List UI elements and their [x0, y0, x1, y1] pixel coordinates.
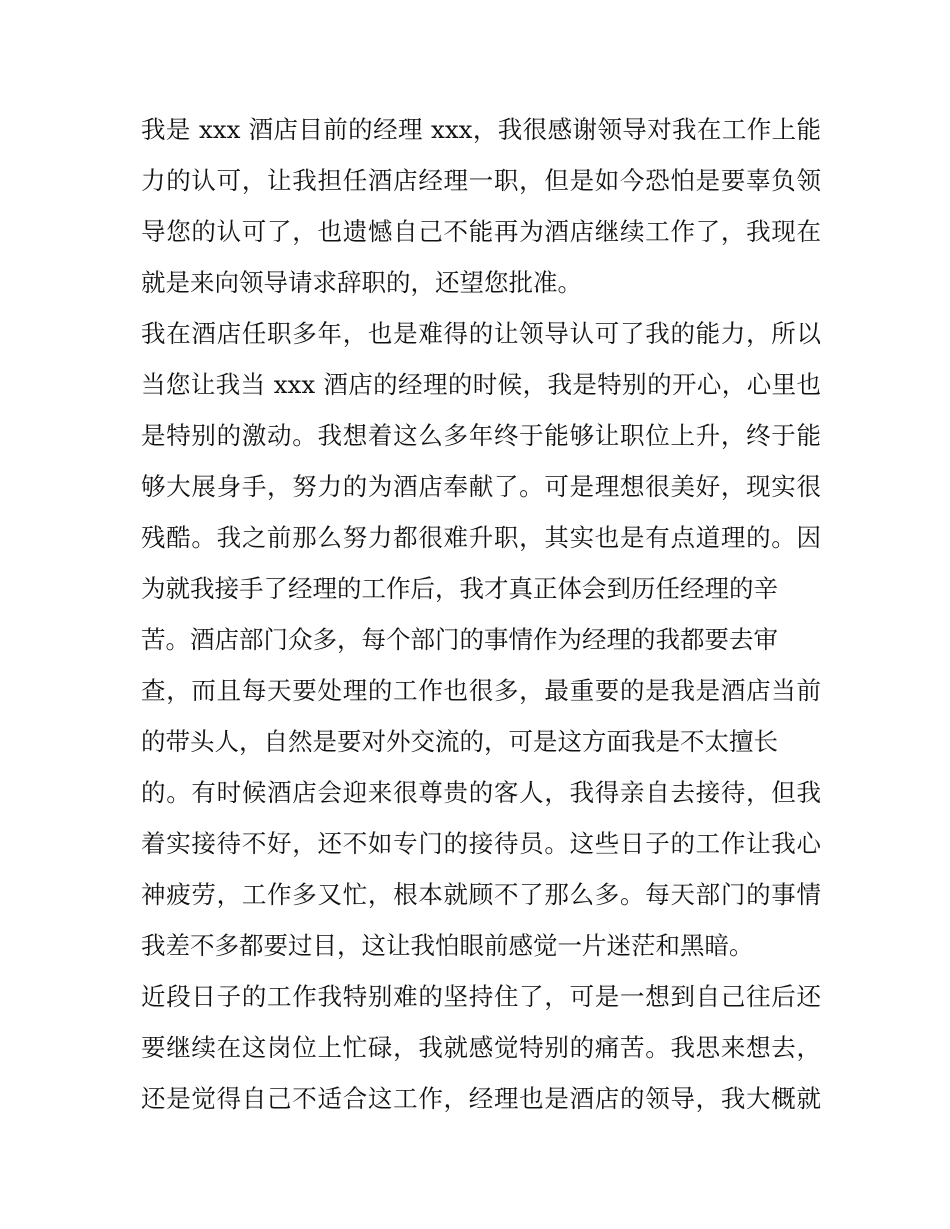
- text-line: 的带头人，自然是要对外交流的，可是这方面我是不太擅长: [141, 727, 778, 756]
- text-line: 还是觉得自己不适合这工作，经理也是酒店的领导，我大概就: [141, 1084, 821, 1113]
- text-line: 是特别的激动。我想着这么多年终于能够让职位上升，终于能: [141, 421, 821, 450]
- text-line: 导您的认可了，也遗憾自己不能再为酒店继续工作了，我现在: [141, 217, 821, 246]
- text-line: 我是 xxx 酒店目前的经理 xxx，我很感谢领导对我在工作上能: [141, 115, 821, 144]
- text-line: 够大展身手，努力的为酒店奉献了。可是理想很美好，现实很: [141, 472, 821, 501]
- text-line: 着实接待不好，还不如专门的接待员。这些日子的工作让我心: [141, 829, 821, 858]
- text-line: 苦。酒店部门众多，每个部门的事情作为经理的我都要去审: [141, 625, 778, 654]
- text-line: 为就我接手了经理的工作后，我才真正体会到历任经理的辛: [141, 574, 778, 603]
- text-line: 就是来向领导请求辞职的，还望您批准。: [141, 268, 582, 297]
- text-line: 要继续在这岗位上忙碌，我就感觉特别的痛苦。我思来想去，: [141, 1033, 821, 1062]
- text-line: 当您让我当 xxx 酒店的经理的时候，我是特别的开心，心里也: [141, 370, 821, 399]
- text-line: 查，而且每天要处理的工作也很多，最重要的是我是酒店当前: [141, 676, 821, 705]
- text-line: 力的认可，让我担任酒店经理一职，但是如今恐怕是要辜负领: [141, 166, 821, 195]
- text-line: 我差不多都要过目，这让我怕眼前感觉一片迷茫和黑暗。: [141, 931, 754, 960]
- text-line: 残酷。我之前那么努力都很难升职，其实也是有点道理的。因: [141, 523, 821, 552]
- text-line: 神疲劳，工作多又忙，根本就顾不了那么多。每天部门的事情: [141, 880, 821, 909]
- document-body: [141, 104, 821, 1124]
- text-line: 近段日子的工作我特别难的坚持住了，可是一想到自己往后还: [141, 982, 821, 1011]
- text-line: 的。有时候酒店会迎来很尊贵的客人，我得亲自去接待，但我: [141, 778, 821, 807]
- text-line: 我在酒店任职多年，也是难得的让领导认可了我的能力，所以: [141, 319, 821, 348]
